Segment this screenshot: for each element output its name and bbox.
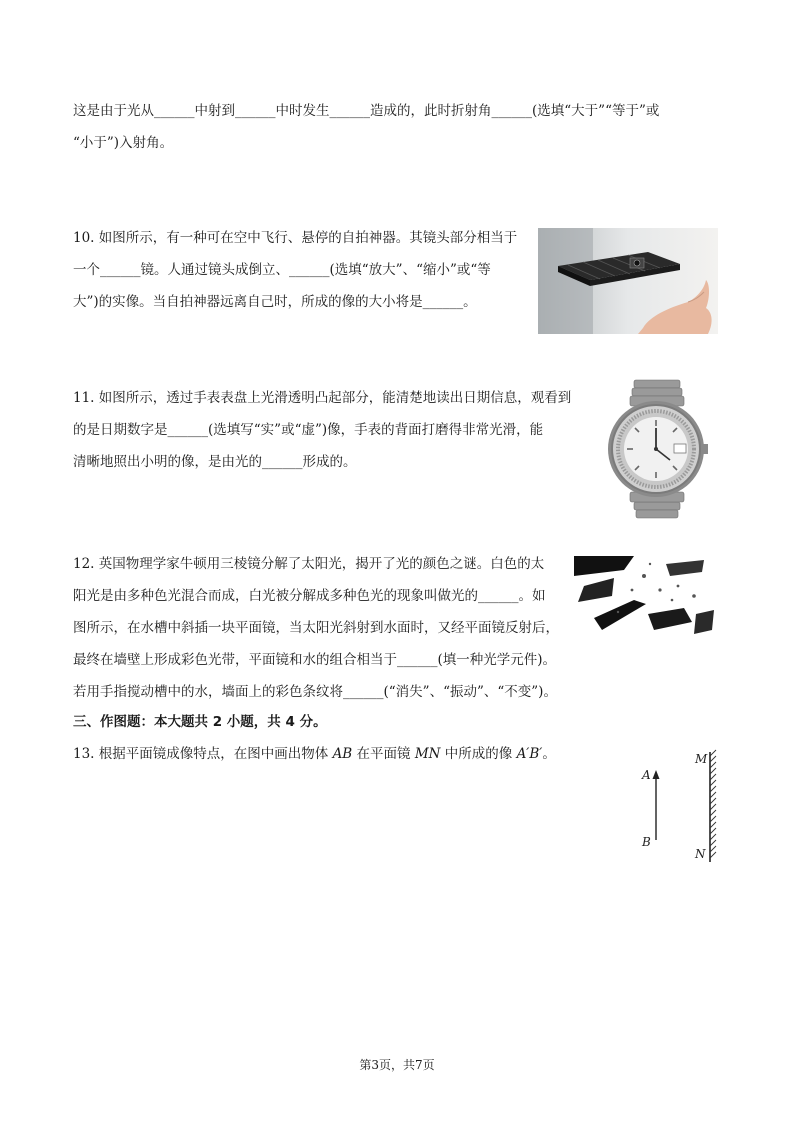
object-arrowhead xyxy=(653,770,660,779)
q13-prefix: 13. 根据平面镜成像特点，在图中画出物体 xyxy=(73,746,333,762)
prism-tank-illustration xyxy=(574,556,718,646)
selfie-drone-illustration xyxy=(538,228,718,334)
q12-line-1: 12. 英国物理学家牛顿用三棱镜分解了太阳光，揭开了光的颜色之谜。白色的太 xyxy=(73,556,545,572)
q11-line-1: 11. 如图所示，透过手表表盘上光滑透明凸起部分，能清楚地读出日期信息，观看到 xyxy=(73,390,572,406)
q13-end: 。 xyxy=(542,746,556,762)
mirror-hatching xyxy=(710,750,716,858)
q12-line-2: 阳光是由多种色光混合而成，白光被分解成多种色光的现象叫做光的______。如 xyxy=(73,588,546,604)
q13-suffix: 中所成的像 xyxy=(440,746,517,762)
label-n: N xyxy=(695,847,706,861)
mirror-diagram-svg xyxy=(638,744,722,868)
label-a: A xyxy=(642,768,651,782)
q12-line-3: 图所示，在水槽中斜插一块平面镜，当太阳光斜射到水面时，又经平面镜反射后， xyxy=(73,620,559,636)
q10-line-2: 一个______镜。人通过镜头成倒立、______(选填“放大”、“缩小”或“等 xyxy=(73,262,491,278)
q9-line-2: “小于”)入射角。 xyxy=(73,135,174,151)
q11-line-3: 清晰地照出小明的像，是由光的______形成的。 xyxy=(73,454,357,470)
wristwatch-photo xyxy=(596,378,718,520)
q12-line-4: 最终在墙壁上形成彩色光带，平面镜和水的组合相当于______(填一种光学元件)。 xyxy=(73,652,557,668)
section-3-title: 三、作图题：本大题共 2 小题，共 4 分。 xyxy=(73,714,327,730)
q10-line-1: 10. 如图所示，有一种可在空中飞行、悬停的自拍神器。其镜头部分相当于 xyxy=(73,230,518,246)
selfie-drone-photo xyxy=(538,228,718,334)
plane-mirror-diagram xyxy=(638,744,722,868)
wristwatch-illustration xyxy=(596,378,718,520)
page-footer: 第3页，共7页 xyxy=(359,1058,435,1072)
q9-line-1: 这是由于光从______中射到______中时发生______造成的，此时折射角______(选填“大于”“等于”或 xyxy=(73,103,660,119)
q13-mirror-mn: MN xyxy=(414,746,441,762)
label-b: B xyxy=(642,835,651,849)
q10-line-3: 大”)的实像。当自拍神器远离自己时，所成的像的大小将是______。 xyxy=(73,294,477,310)
q13-image-ab: A′B′ xyxy=(516,746,543,762)
q13-object-ab: AB xyxy=(332,746,353,762)
q13-mid: 在平面镜 xyxy=(352,746,415,762)
q12-line-5: 若用手指搅动槽中的水，墙面上的彩色条纹将______(“消失”、“振动”、“不变”)。 xyxy=(73,684,557,700)
label-m: M xyxy=(695,752,708,766)
prism-tank-photo xyxy=(574,556,718,646)
q13-line-1 xyxy=(73,744,556,764)
q11-line-2: 的是日期数字是______(选填写“实”或“虚”)像，手表的背面打磨得非常光滑，能 xyxy=(73,422,544,438)
